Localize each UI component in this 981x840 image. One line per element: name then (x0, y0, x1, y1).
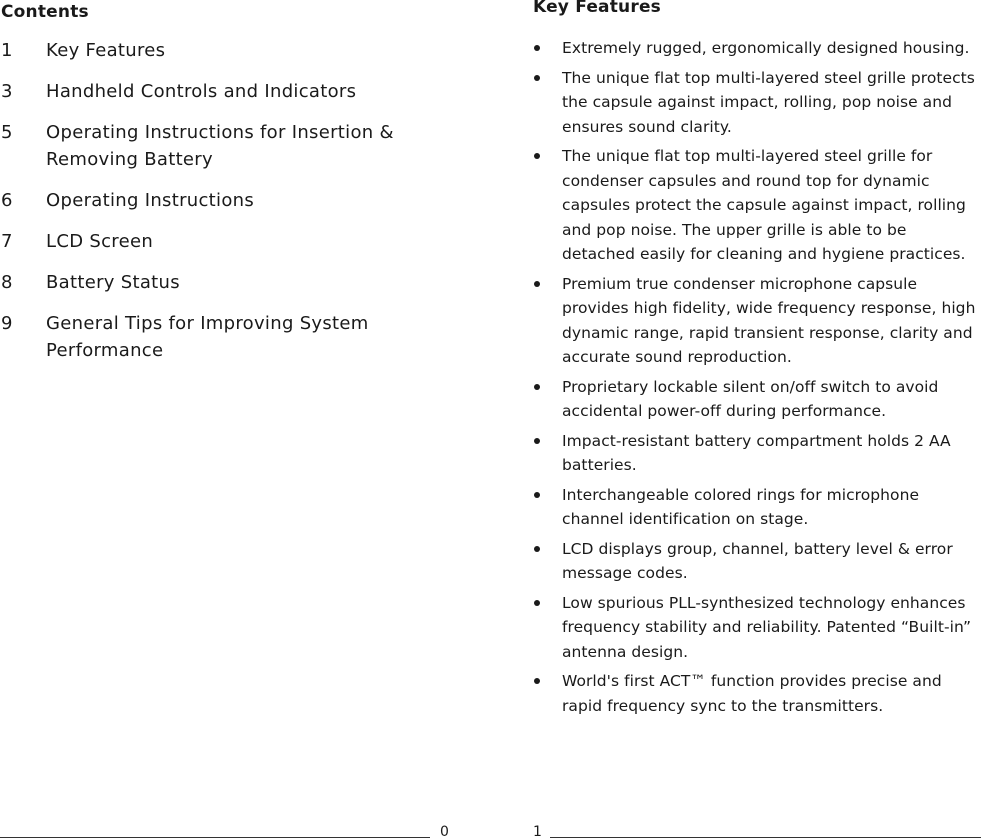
toc-title: General Tips for Improving System Performance (46, 313, 369, 361)
feature-text: Low spurious PLL-synthesized technology enhances frequency stability and reliability. Patented “Built-in” antenna design. (562, 593, 972, 661)
table-of-contents (0, 37, 440, 378)
feature-item (532, 66, 981, 140)
features-title: Key Features (533, 0, 661, 17)
toc-entry[interactable] (0, 78, 440, 105)
feature-text: Proprietary lockable silent on/off switch to avoid accidental power-off during performance. (562, 377, 939, 420)
bullet-icon (534, 438, 540, 444)
feature-item (532, 144, 981, 267)
bullet-icon (534, 492, 540, 498)
contents-title: Contents (1, 2, 89, 22)
page-number-left: 0 (440, 824, 449, 840)
feature-text: The unique flat top multi-layered steel grille protects the capsule against impact, rolling, pop noise and ensures sound clarity. (562, 68, 975, 136)
page-number-right: 1 (533, 824, 542, 840)
bullet-icon (534, 153, 540, 159)
toc-page-number: 1 (1, 40, 13, 61)
toc-page-number: 9 (1, 313, 13, 334)
bullet-icon (534, 75, 540, 81)
footer-divider-left (0, 837, 430, 838)
toc-title: Key Features (46, 40, 166, 61)
feature-item (532, 429, 981, 478)
feature-text: Interchangeable colored rings for microphone channel identification on stage. (562, 485, 920, 528)
toc-entry[interactable] (0, 187, 440, 214)
bullet-icon (534, 281, 540, 287)
bullet-icon (534, 546, 540, 552)
feature-text: Impact-resistant battery compartment holds 2 AA batteries. (562, 431, 951, 474)
toc-page-number: 5 (1, 122, 13, 143)
feature-item (532, 272, 981, 370)
toc-page-number: 7 (1, 231, 13, 252)
toc-page-number: 8 (1, 272, 13, 293)
toc-entry[interactable] (0, 269, 440, 296)
bullet-icon (534, 45, 540, 51)
toc-entry[interactable] (0, 119, 440, 173)
feature-text: World's first ACT™ function provides precise and rapid frequency sync to the transmitters. (562, 672, 942, 715)
features-list (532, 36, 981, 723)
toc-page-number: 3 (1, 81, 13, 102)
bullet-icon (534, 600, 540, 606)
feature-item (532, 537, 981, 586)
toc-title: Operating Instructions for Insertion & Removing Battery (46, 122, 394, 170)
toc-title: Operating Instructions (46, 190, 255, 211)
feature-item (532, 483, 981, 532)
feature-item (532, 36, 981, 61)
feature-text: Premium true condenser microphone capsule provides high fidelity, wide frequency response, high dynamic range, rapid transient response, clarity and accurate sound reproduction. (562, 274, 976, 366)
feature-item (532, 669, 981, 718)
footer-divider-right (550, 837, 981, 838)
toc-entry[interactable] (0, 228, 440, 255)
bullet-icon (534, 384, 540, 390)
toc-entry[interactable] (0, 37, 440, 64)
feature-text: The unique flat top multi-layered steel grille for condenser capsules and round top for dynamic capsules protect the capsule against impact, rolling and pop noise. The upper grille is able to be detached easily for cleaning and hygiene practices. (562, 147, 966, 263)
key-features-page (532, 0, 981, 840)
toc-title: Handheld Controls and Indicators (46, 81, 357, 102)
toc-title: Battery Status (46, 272, 180, 293)
bullet-icon (534, 678, 540, 684)
feature-text: Extremely rugged, ergonomically designed housing. (562, 39, 970, 57)
toc-entry[interactable] (0, 310, 440, 364)
feature-item (532, 591, 981, 665)
feature-text: LCD displays group, channel, battery level & error message codes. (562, 539, 953, 582)
toc-page-number: 6 (1, 190, 13, 211)
feature-item (532, 375, 981, 424)
toc-title: LCD Screen (46, 231, 154, 252)
contents-page (0, 0, 440, 840)
